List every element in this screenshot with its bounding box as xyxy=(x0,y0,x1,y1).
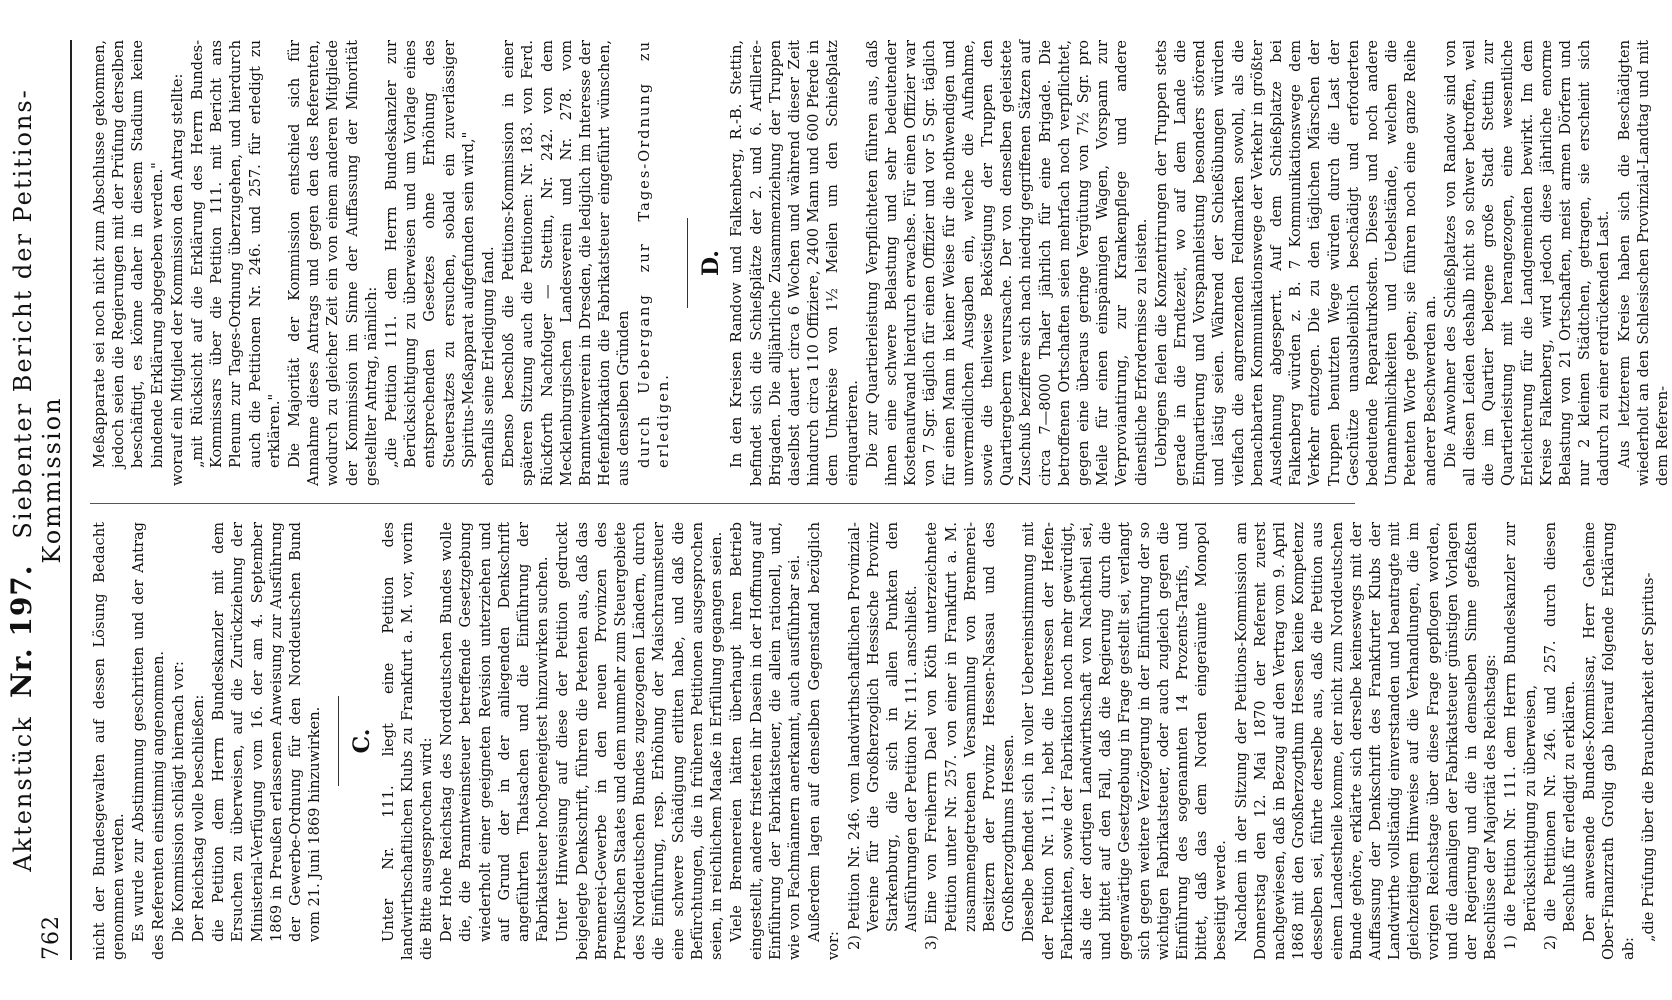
page-number: 762 xyxy=(39,915,64,960)
paragraph: Uebrigens fielen die Konzentrirungen der Truppen stets gerade in die Erndtezeit, wo auf dem Lande die Einquartierung und Vorspannleistung besonders störend und lästig seien. Während der Schießübungen würden vielfach die angrenzenden Feldmarken sowohl, als die benachbarten Kommunikationswege der Verkehr in größter Ausdehnung abgesperrt. Auf dem Schießplatze bei Falkenberg würden z. B. 7 Kommunikationswege dem Verkehr entzogen. Die zu den täglichen Märschen der Truppen benutzten Wege würden durch die Last der Geschütze unausbleiblich beschädigt und erforderten bedeutende Reparaturkosten. Dieses und noch andere Unannehmlichkeiten und Uebelstände, welchen die Petenten Worte geben; sie führen noch eine ganze Reihe anderer Beschwerden an. xyxy=(1152,40,1439,486)
section-heading: C. xyxy=(349,728,376,754)
document-number: Nr. 197. xyxy=(5,564,38,698)
paragraph: Dieselbe befindet sich in voller Uebereinstimmung mit der Petition Nr. 111., hebt die Interessen der Hefen-Fabrikanten, sowie der Fabrikation noch mehr gewürdigt, als die der dortigen Landwirthschaft von Nachtheil sei, und bittet auf den Fall, daß die Regierung durch die gegenwärtige Gesetzgebung in Frage gestellt sei, verlangt sich gegen weitere Verzögerung in der Einführung der so wichtigen Fabrikatsteuer, oder auch zugleich gegen die Einführung des sogenannten 14 Prozents-Tarifs, und bittet, daß das dem Norden eingeräumte Monopol beseitigt werde. xyxy=(1020,522,1230,960)
section-rule xyxy=(687,218,688,308)
paragraph: Die zur Quartierleistung Verpflichteten führen aus, daß ihnen eine schwere Belastung und sehr bedeutender Kostenaufwand hierdurch erwachse. Für einen Offizier war von 7 Sgr. täglich für einen Offizier und vor 5 Sgr. täglich für einen Mann in keiner Weise für die nothwendigen und unvermeidlichen Ausgaben ein, welche die Aufnahme, sowie die theilweise Beköstigung der Truppen den Quartiergebern verursache. Der von denselben geleistete Zuschuß beziffere sich nach niedrig gegriffenen Sätzen auf circa 7—8000 Thaler jährlich für eine Brigade. Die betroffenen Ortschaften seien mehrfach noch verpflichtet, gegen eine überaus geringe Vergütung von 7½ Sgr. pro Meile für einen einspännigen Wagen, Vorspann zur Verproviantirung, zur Krankenpflege und andere dienstliche Erfordernisse zu leisten. xyxy=(863,40,1150,486)
list-item: 2) Petition Nr. 246. vom landwirthschaftlichen Provinzial-Vereine für die Großherzoglich Hessische Provinz Starkenburg, die sich in allen Punkten den Ausführungen der Petition Nr. 111. anschließt. xyxy=(845,522,921,950)
paragraph: Der anwesende Bundes-Kommissar, Herr Geheime Ober-Finanzrath Grolig gab hierauf folgende Erklärung ab: xyxy=(1581,522,1637,960)
paragraph: „die Prüfung über die Brauchbarkeit der Spiritus- xyxy=(1639,572,1657,942)
paragraph: Die Anwohner des Schießplatzes von Randow sind von all diesen Leiden deshalb nicht so schwer betroffen, weil die im Quartier belegene große Stadt Stettin zur Quartierleistung mit herangezogen, eine wesentliche Erleichterung für die Landgemeinden bewirkt. Im dem Kreise Falkenberg, wird jedoch diese jährliche enorme Belastung von 21 Ortschaften, meist armen Dörfern und nur 2 kleinen Städtchen, getragen, sie erscheint sich dadurch zu einer erdrückenden Last. xyxy=(1441,40,1613,486)
paragraph: Die Majorität der Kommission entschied sich für Annahme dieses Antrags und gegen den des Referenten, wodurch zu gleicher Zeit ein von einem anderen Mitgliede der Kommission im Sinne der Auffassung der Minorität gestellter Antrag, nämlich: xyxy=(286,40,380,486)
paragraph: Aus letzterem Kreise haben sich die Beschädigten wiederholt an den Schlesischen Provinzial-Landtag und mit dem Referen- xyxy=(1615,40,1672,486)
section-heading: D. xyxy=(698,250,725,276)
paragraph: Ebenso beschloß die Petitions-Kommission in einer späteren Sitzung auch die Petitionen: Nr. 183. von Ferd. Rückforth Nachfolger — Stettin, Nr. 242. von dem Mecklenburgischen Landesverein und Nr. 278. vom Branntweinverein in Dresden, die lediglich im Interesse der Hefenfabrikation die Fabrikatsteuer eingeführt wünschen, aus denselben Gründen xyxy=(500,40,633,486)
paragraph: ebenfalls seine Erledigung fand. xyxy=(480,246,498,486)
running-title-right: Siebenter Bericht der Petitions-Kommission xyxy=(9,88,66,564)
list-item: 1) die Petition Nr. 111. dem Herrn Bundeskanzler zur Berücksichtigung zu überweisen, xyxy=(1502,522,1539,950)
text-column-right xyxy=(90,40,1672,486)
running-title xyxy=(5,40,66,920)
paragraph: Nachdem in der Sitzung der Petitions-Kommission am Donnerstag den 12. Mai 1870 der Referent zuerst nachgewiesen, daß in Bezug auf den Vertrag vom 9. April 1868 mit den Großherzogthum Hessen keine Kompetenz desselben sei, führte derselbe aus, daß die Petition aus einem Landestheile komme, der nicht zum Norddeutschen Bunde gehöre, erklärte sich derselbe keineswegs mit der Auffassung der Denkschrift des Frankfurter Klubs der Landwirthe vollständig einverstanden und beantragte mit gleichzeitigem Hinweise auf die Verhandlungen, die im vorigen Reichstage über diese Frage gepflogen worden, und die damaligen der Fabrikatsteuer günstigen Vorlagen der Regierung und die in demselben Sinne gefaßten Beschlüsse der Majorität des Reichstags: xyxy=(1232,522,1500,960)
paragraph: Der Reichstag wolle beschließen: xyxy=(190,694,208,942)
paragraph: Außerdem lagen auf denselben Gegenstand bezüglich vor: xyxy=(806,522,843,960)
paragraph: Es wurde zur Abstimmung geschritten und der Antrag des Referenten einstimmig angenommen. xyxy=(130,522,167,960)
paragraph: nicht der Bundesgewalten auf dessen Lösung Bedacht genommen werden. xyxy=(91,522,128,960)
column-divider xyxy=(90,503,1355,504)
resolution-text: durch Uebergang zur Tages-Ordnung zu erledigen. xyxy=(635,40,672,468)
text-column-left xyxy=(90,522,1657,960)
running-title-left: Aktenstück xyxy=(9,715,37,872)
motion-quote: „mit Rücksicht auf die Erklärung des Herrn Bundes-Kommissars über die Petition 111. mit Bericht ans Plenum zur Tages-Ordnung überzugehen, und hierdurch auch die Petitionen Nr. 246. und 257. für erledigt zu erklären." xyxy=(189,40,283,468)
motion-quote: „die Petition 111. dem Herrn Bundeskanzler zur Berücksichtigung zu überweisen und um Vorlage eines entsprechenden Gesetzes ohne Erhöhung des Steuersatzes zu ersuchen, sobald ein zuverlässiger Spiritus-Meßapparat aufgefunden sein wird," xyxy=(383,40,477,468)
running-head xyxy=(5,40,72,960)
petition-quote: Der Hohe Reichstag des Norddeutschen Bundes wolle die, die Branntweinsteuer betreffende Gesetzgebung wiederholt einer geeigneten Revision unterziehen und auf Grund der in der anliegenden Denkschrift angeführten Thatsachen und die Einführung der Fabrikatsteuer hochgeneigtest hinzuwirken suchen. xyxy=(438,522,552,942)
paragraph: Unter Nr. 111. liegt eine Petition des landwirthschaftlichen Klubs zu Frankfurt a. M. vor, worin die Bitte ausgesprochen wird: xyxy=(379,522,436,960)
paragraph: Unter Hinweisung auf diese der Petition gedruckt beigelegte Denkschrift, führen die Petenten aus, daß das Brennerei-Gewerbe in den neuen Provinzen des Preußischen Staates und dem nunmehr zum Steuergebiete des Norddeutschen Bundes zugezogenen Ländern, durch die Einführung, resp. Erhöhung der Maischraumsteuer eine schwere Schädigung erlitten habe, und daß die Befürchtungen, die in früheren Petitionen ausgesprochen seien, in reichlichem Maaße in Erfüllung gegangen seien. xyxy=(554,522,726,960)
section-rule xyxy=(338,696,339,786)
paragraph: Viele Brennereien hätten überhaupt ihren Betrieb eingestellt, andere fristeten ihr Dasein in der Hoffnung auf Einführung der Fabrikatsteuer, die allein rationell, und, wie von Fachmännern anerkannt, auch ausführbar sei. xyxy=(728,522,803,960)
paragraph: Meßapparate sei noch nicht zum Abschlusse gekommen, jedoch seien die Regierungen mit der Prüfung derselben beschäftigt, es könne daher in diesem Stadium keine bindende Erklärung abgegeben werden." xyxy=(91,40,166,468)
resolution-text: die Petition dem Herrn Bundeskanzler mit dem Ersuchen zu überweisen, auf die Zurückziehung der Ministerial-Verfügung vom 16. der am 4. September 1869 in Preußen erlassenen Anweisung zur Ausführung der Gewerbe-Ordnung für den Norddeutschen Bund vom 21. Juni 1869 hinzuwirken. xyxy=(210,522,324,942)
paragraph: In den Kreisen Randow und Falkenberg, R.-B. Stettin, befindet sich die Schießplätze der 2. und 6. Artillerie-Brigaden. Die alljährliche Zusammenziehung der Truppen daselbst dauert circa 6 Wochen und während dieser Zeit hindurch circa 110 Offiziere, 2400 Mann und 600 Pferde in dem Umkreise von 1½ Meilen um den Schießplatz einquartieren. xyxy=(728,40,861,486)
paragraph: Die Kommission schlägt hiernach vor: xyxy=(169,661,187,942)
paragraph: worauf ein Mitglied der Kommission den Antrag stellte: xyxy=(168,73,186,486)
list-item: 2) die Petitionen Nr. 246. und 257. durch diesen Beschluß für erledigt zu erklären. xyxy=(1541,522,1579,950)
list-item: 3) Eine von Freiherrn Dael von Köth unterzeichnete Petition unter Nr. 257. von einer in Frankfurt a. M. zusammengetretenen Versammlung von Brennerei-Besitzern der Provinz Hessen-Nassau und des Großherzogthums Hessen. xyxy=(923,522,1018,950)
